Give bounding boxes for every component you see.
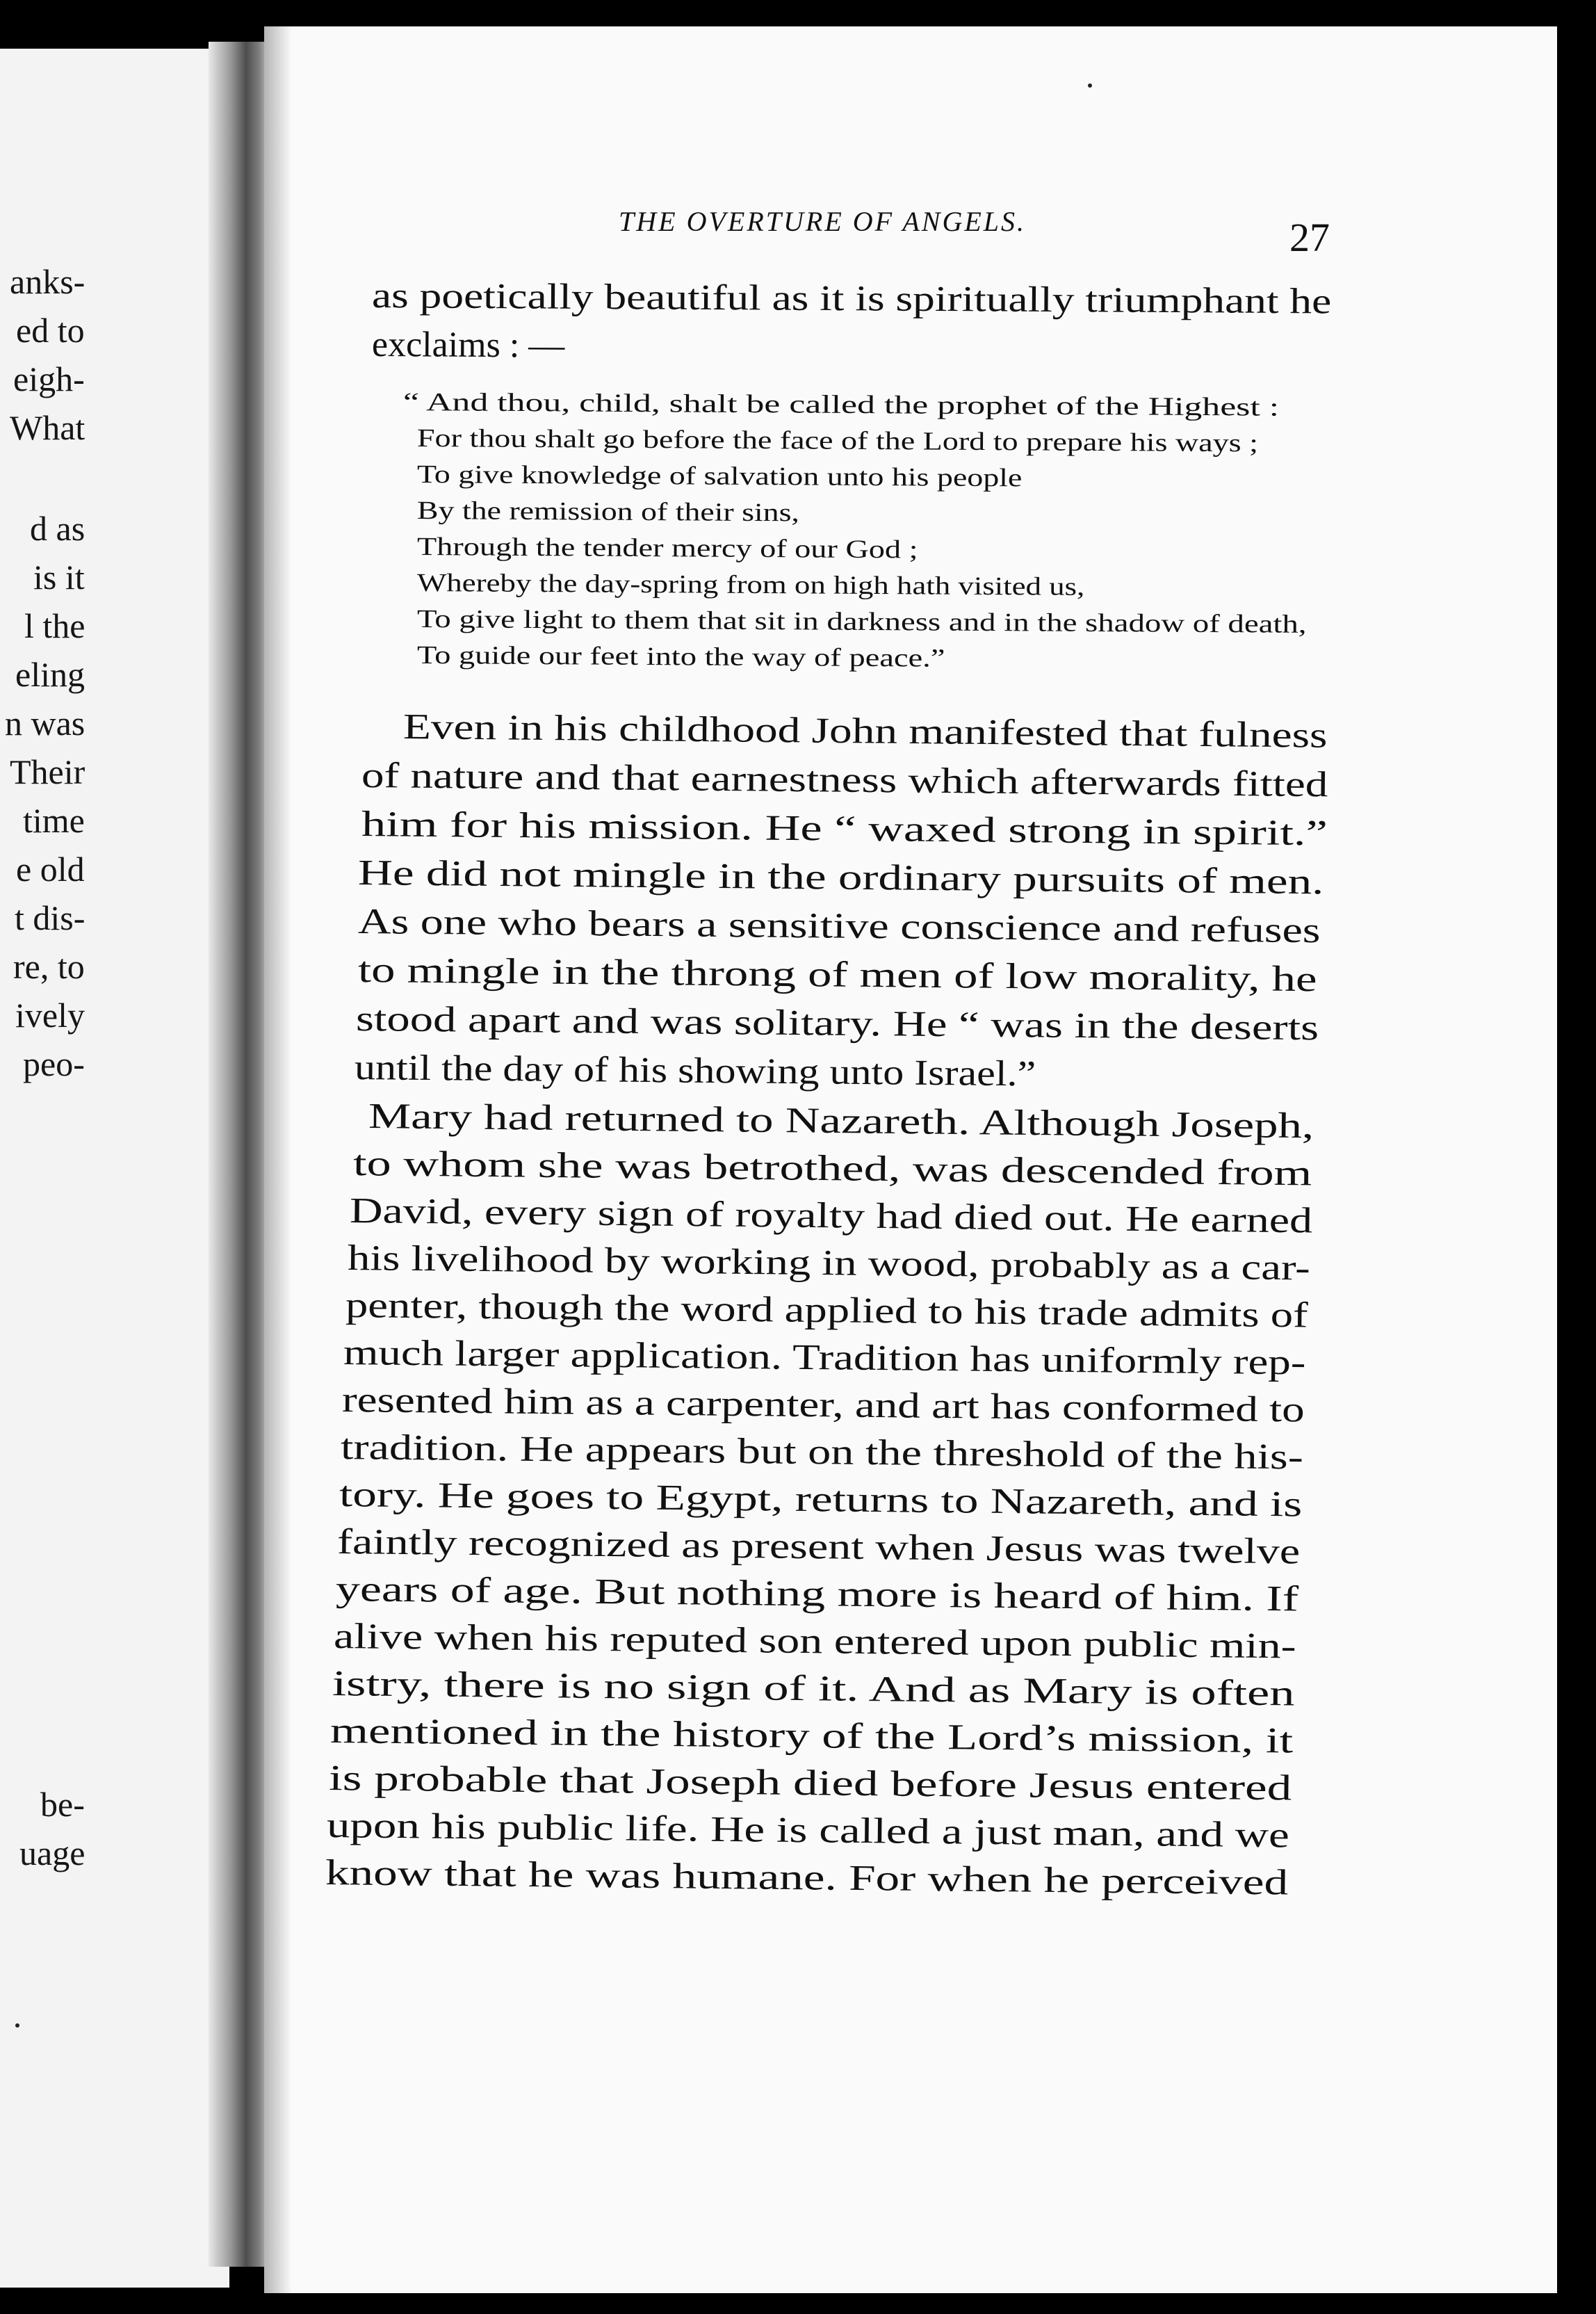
body-line: tory. He goes to Egypt, returns to Nazareth, and is [339,1475,1303,1525]
running-head: THE OVERTURE OF ANGELS. [619,206,1027,237]
body-line: istry, there is no sign of it. And as Mary is often [332,1664,1295,1714]
body-line: David, every sign of royalty had died out. He earned [349,1191,1313,1241]
body-line: to mingle in the throng of men of low morality, he [357,950,1317,1000]
verse-line: To guide our feet into the way of peace.” [416,641,945,673]
body-line: resented him as a carpenter, and art has conformed to [341,1380,1305,1430]
previous-page-fragment: peo- [23,1044,85,1083]
body-line: him for his mission. He “ waxed strong in spirit.” [361,804,1328,854]
body-line: much larger application. Tradition has uniformly rep- [343,1333,1306,1383]
previous-page-fragment: e old [16,850,85,889]
body-line: until the day of his showing unto Israel.” [354,1048,1036,1094]
body-line: He did not mingle in the ordinary pursuits of men. [357,853,1324,903]
verse-line: To give knowledge of salvation unto his people [416,460,1023,493]
previous-page-fragment: be- [40,1785,85,1824]
body-line: As one who bears a sensitive conscience and refuses [357,902,1321,951]
previous-page-fragment: t dis- [15,898,86,937]
body-line: exclaims : — [371,325,565,366]
verse-line: Whereby the day-spring from on high hath visited us, [416,569,1085,601]
previous-page-fragment: re, to [13,947,85,986]
previous-page-fragment: time [23,801,85,840]
page-edge-shadow [264,26,292,2293]
body-line: Even in his childhood John manifested that fulness [402,707,1328,756]
body-line: penter, though the word applied to his trade admits of [345,1286,1308,1336]
scan-speck [15,2023,19,2028]
previous-page-fragment: is it [33,558,85,597]
body-line: as poetically beautiful as it is spiritually triumphant he [371,276,1332,322]
previous-page-fragment: anks- [10,262,86,301]
body-line: know that he was humane. For when he perceived [325,1853,1289,1903]
previous-page-fragment: eling [15,655,85,694]
page-number: 27 [1289,215,1330,260]
previous-page-fragment: Their [10,752,86,791]
previous-page-fragment: ively [15,996,85,1035]
verse-line: For thou shalt go before the face of the Lord to prepare his ways ; [416,424,1259,458]
body-line: tradition. He appears but on the threshold of the his- [340,1427,1304,1478]
previous-page-fragment: uage [19,1834,86,1872]
previous-page-fragment: d as [30,509,86,548]
previous-page-fragment: n was [5,704,86,743]
previous-page-fragment: eigh- [13,359,85,398]
body-line: upon his public life. He is called a just man, and we [326,1806,1290,1856]
previous-page-fragment: ed to [16,311,85,350]
body-line: faintly recognized as present when Jesus was twelve [336,1522,1301,1572]
verse-line: Through the tender mercy of our God ; [416,533,918,565]
book-gutter [209,42,271,2267]
verse-line: “ And thou, child, shalt be called the prophet of the Highest : [402,388,1280,422]
verse-line: To give light to them that sit in darkness and in the shadow of death, [416,605,1307,639]
body-line: of nature and that earnestness which afterwards fitted [361,756,1328,805]
body-line: to whom she was betrothed, was descended from [352,1144,1312,1194]
scan-speck [1088,83,1092,88]
previous-page-fragment: l the [24,606,86,645]
previous-page-fragment: What [10,408,86,447]
body-line: alive when his reputed son entered upon public min- [333,1617,1296,1667]
verse-line: By the remission of their sins, [416,496,800,528]
body-line: is probable that Joseph died before Jesus entered [328,1758,1292,1809]
body-line: his livelihood by working in wood, probably as a car- [347,1238,1311,1288]
body-line: years of age. But nothing more is heard of him. If [335,1569,1299,1619]
body-line: mentioned in the history of the Lord’s mission, it [329,1711,1294,1761]
body-line: stood apart and was solitary. He “ was in the deserts [355,999,1319,1049]
body-line: Mary had returned to Nazareth. Although Joseph, [368,1097,1314,1147]
